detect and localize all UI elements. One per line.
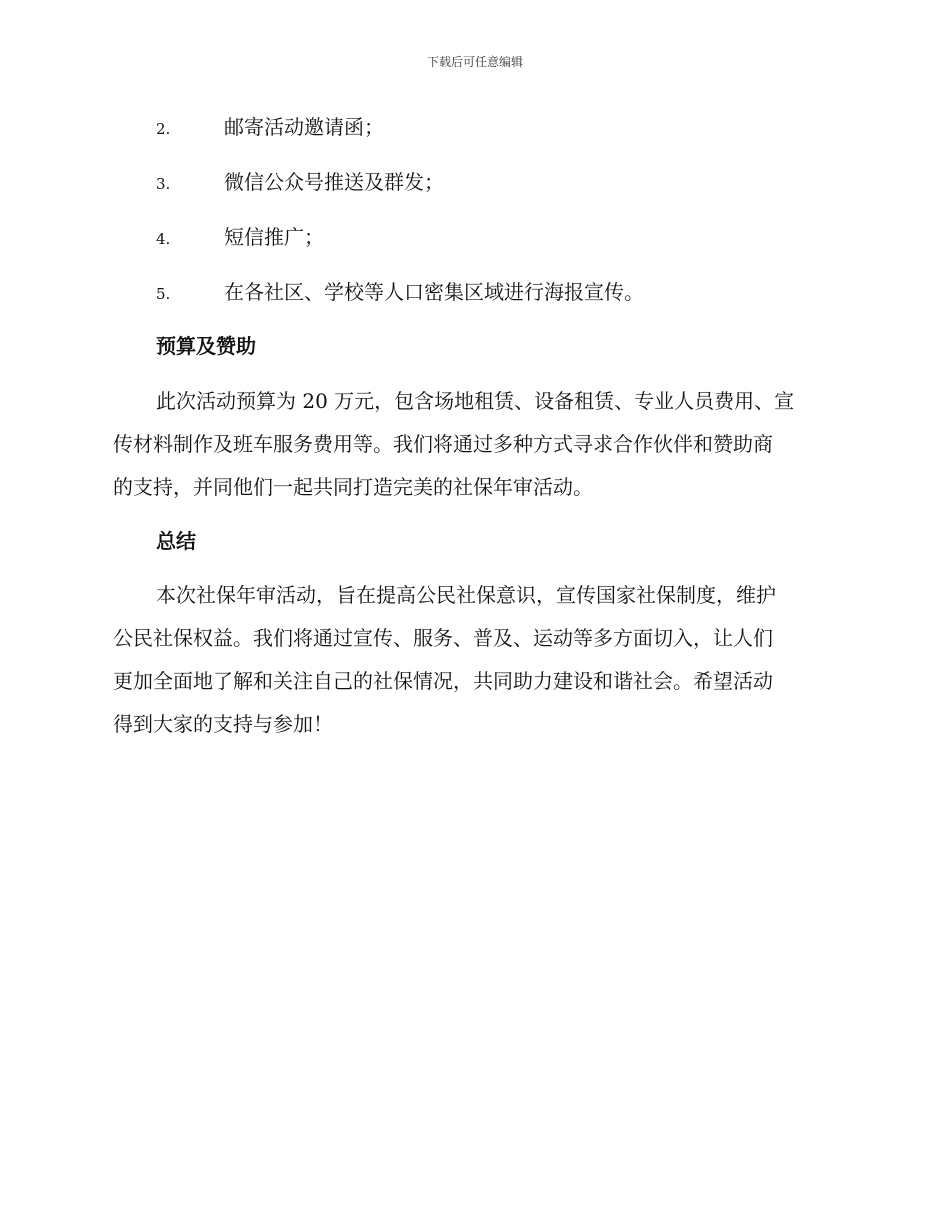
list-item (156, 167, 444, 197)
page-header-note: 下载后可任意编辑 (426, 55, 523, 69)
list-item-number: 4. (156, 230, 171, 248)
summary-paragraph-line: 本次社保年审活动，旨在提高公民社保意识，宣传国家社保制度，维护 (156, 583, 776, 607)
list-item (156, 222, 324, 252)
summary-paragraph-line: 得到大家的支持与参加！ (113, 712, 333, 736)
budget-paragraph-line: 传材料制作及班车服务费用等。我们将通过多种方式寻求合作伙伴和赞助商 (113, 432, 773, 456)
list-item (156, 112, 384, 142)
list-item-number: 3. (156, 175, 171, 193)
budget-paragraph-line: 此次活动预算为 20 万元，包含场地租赁、设备租赁、专业人员费用、宣 (156, 389, 795, 413)
list-item-text: 微信公众号推送及群发； (224, 170, 444, 194)
list-item (156, 277, 644, 307)
list-item-text: 在各社区、学校等人口密集区域进行海报宣传。 (224, 280, 644, 304)
list-item-number: 2. (156, 120, 171, 138)
list-item-text: 短信推广； (224, 225, 324, 249)
list-item-number: 5. (156, 285, 171, 303)
summary-heading: 总结 (156, 529, 196, 553)
budget-heading: 预算及赞助 (156, 334, 256, 358)
list-item-text: 邮寄活动邀请函； (224, 115, 384, 139)
budget-paragraph-line: 的支持，并同他们一起共同打造完美的社保年审活动。 (113, 475, 593, 499)
summary-paragraph-line: 公民社保权益。我们将通过宣传、服务、普及、运动等多方面切入，让人们 (113, 626, 773, 650)
summary-paragraph-line: 更加全面地了解和关注自己的社保情况，共同助力建设和谐社会。希望活动 (113, 669, 773, 693)
